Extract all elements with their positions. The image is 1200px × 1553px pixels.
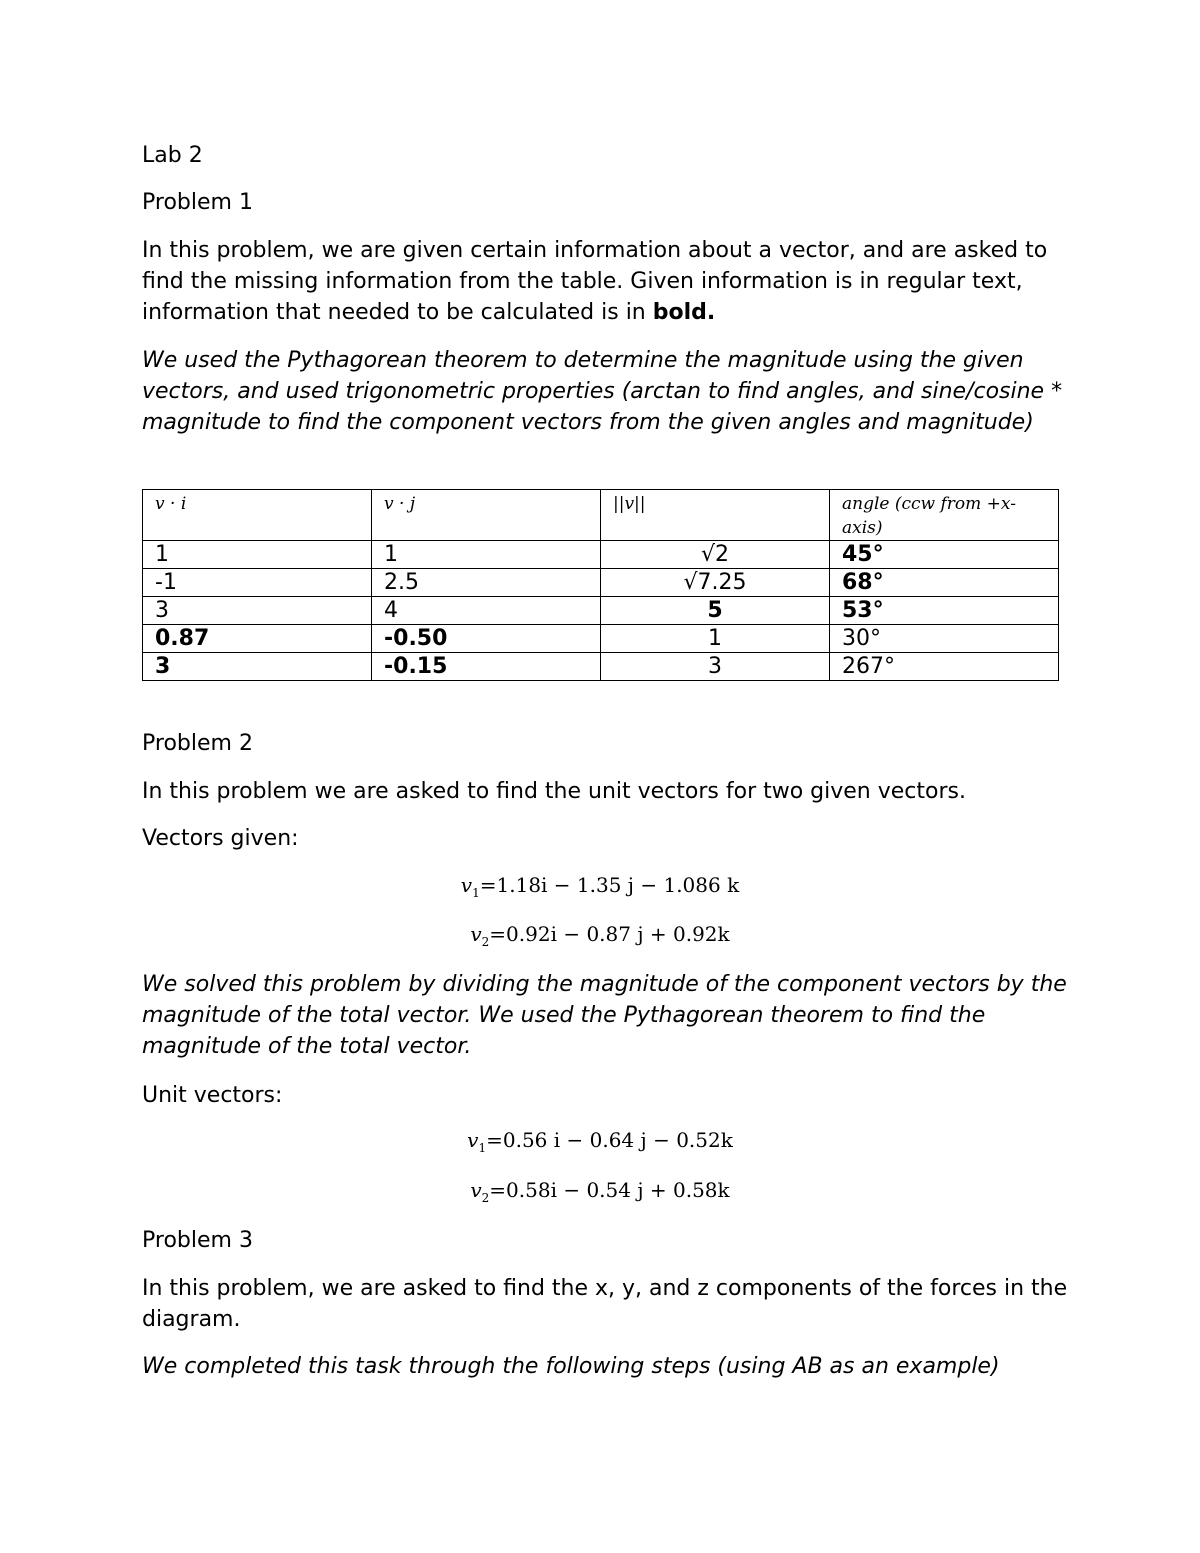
cell-magnitude: 1 (601, 625, 830, 653)
problem1-intro-text: In this problem, we are given certain information about a vector, and are asked to find the missing information from the table. Given information is in regular text, information that needed to be calculated is in (142, 238, 1048, 325)
problem1-method: We used the Pythagorean theorem to determine the magnitude using the given vectors, and used trigonometric properties (arctan to find angles, and sine/cosine * magnitude to find the component vectors from the given angles and magnitude) (142, 348, 1063, 435)
problem1-intro-bold: bold. (652, 300, 716, 325)
vector-subscript: 1 (478, 1141, 487, 1155)
cell-angle: 267° (830, 653, 1059, 681)
vector-symbol: v (460, 873, 473, 897)
cell-v-dot-i: 1 (143, 541, 372, 569)
vector-expression: =0.56 i − 0.64 j − 0.52k (486, 1128, 733, 1152)
vector-symbol: v (467, 1128, 479, 1152)
cell-magnitude: √7.25 (601, 569, 830, 597)
cell-v-dot-i: -1 (143, 569, 372, 597)
cell-angle: 53° (830, 597, 1059, 625)
vector-expression: =0.58i − 0.54 j + 0.58k (489, 1178, 730, 1202)
cell-v-dot-j: -0.15 (372, 653, 601, 681)
header-v-dot-j: v · j (372, 490, 601, 541)
cell-magnitude: 5 (601, 597, 830, 625)
problem3-method: We completed this task through the following steps (using AB as an example) (142, 1354, 1000, 1379)
cell-magnitude: 3 (601, 653, 830, 681)
header-magnitude: ||v|| (601, 490, 830, 541)
cell-v-dot-i: 3 (143, 653, 372, 681)
vector-expression: =0.92i − 0.87 j + 0.92k (489, 922, 730, 946)
vector-subscript: 1 (472, 886, 480, 900)
problem2-heading: Problem 2 (142, 731, 253, 756)
cell-v-dot-j: 1 (372, 541, 601, 569)
problem1-heading: Problem 1 (142, 190, 253, 215)
vectors-given-label: Vectors given: (142, 826, 299, 851)
cell-v-dot-j: 4 (372, 597, 601, 625)
table-row (143, 569, 1059, 597)
problem2-method: We solved this problem by dividing the magnitude of the component vectors by the magnitude of the total vector. We used the Pythagorean theorem to find the magnitude of the total vector. (142, 972, 1067, 1059)
given-vector-v1 (0, 871, 1200, 907)
cell-v-dot-i: 3 (143, 597, 372, 625)
cell-angle: 68° (830, 569, 1059, 597)
given-vector-v2 (0, 920, 1200, 956)
vector-subscript: 2 (481, 1191, 490, 1205)
unit-vectors-label: Unit vectors: (142, 1083, 283, 1108)
table-row (143, 653, 1059, 681)
cell-magnitude: √2 (601, 541, 830, 569)
document-title: Lab 2 (142, 143, 203, 168)
table-header-row (143, 490, 1059, 541)
unit-vector-v1 (0, 1126, 1200, 1162)
table-row (143, 541, 1059, 569)
vector-subscript: 2 (481, 935, 490, 949)
table-row (143, 597, 1059, 625)
problem3-heading: Problem 3 (142, 1228, 253, 1253)
problem2-intro: In this problem we are asked to find the unit vectors for two given vectors. (142, 779, 966, 804)
vector-table (142, 489, 1059, 681)
cell-v-dot-j: -0.50 (372, 625, 601, 653)
vector-symbol: v (470, 1178, 482, 1202)
cell-angle: 30° (830, 625, 1059, 653)
cell-v-dot-i: 0.87 (143, 625, 372, 653)
vector-symbol: v (470, 922, 482, 946)
problem3-intro: In this problem, we are asked to find the x, y, and z components of the forces in the diagram. (142, 1276, 1068, 1332)
vector-expression: =1.18i − 1.35 j − 1.086 k (479, 873, 740, 897)
header-v-dot-i: v · i (143, 490, 372, 541)
table-row (143, 625, 1059, 653)
cell-v-dot-j: 2.5 (372, 569, 601, 597)
problem1-intro (142, 235, 1072, 328)
header-angle: angle (ccw from +x-axis) (830, 490, 1059, 541)
cell-angle: 45° (830, 541, 1059, 569)
unit-vector-v2 (0, 1176, 1200, 1212)
